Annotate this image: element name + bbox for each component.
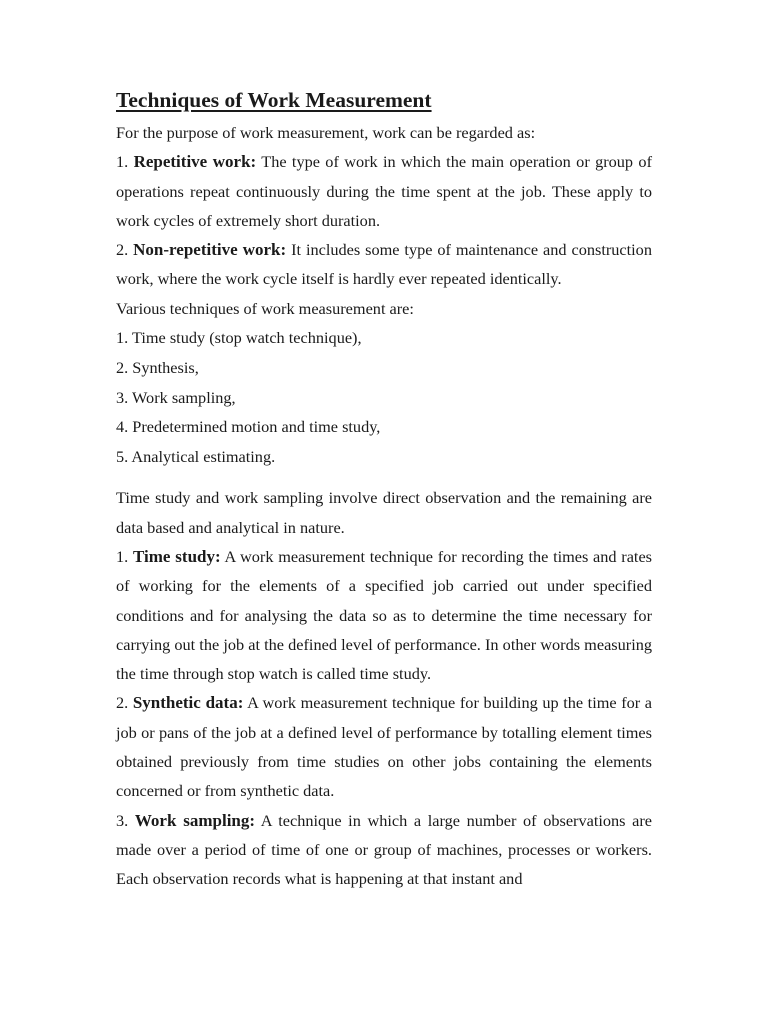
definition-term: Time study: bbox=[132, 546, 221, 566]
observation-note: Time study and work sampling involve direct observation and the remaining are data based and analytical in nature. bbox=[116, 488, 652, 537]
definition-text: A work measurement technique for building up the time for a job or pans of the job at a defined level of performance by totalling element times obtained previously from time studies on other jobs containing the elements concerned or from synthetic data. bbox=[116, 693, 653, 801]
document-title: Techniques of Work Measurement bbox=[116, 88, 432, 112]
intro-paragraph: For the purpose of work measurement, work can be regarded as: bbox=[116, 123, 536, 142]
list-item: 4. Predetermined motion and time study, bbox=[116, 417, 381, 437]
work-type-repetitive bbox=[116, 147, 652, 235]
definition-synthetic-data bbox=[116, 688, 652, 805]
techniques-list bbox=[116, 323, 652, 471]
document-page bbox=[116, 86, 652, 894]
work-type-text: The type of work in which the main operation or group of operations repeat continuously during the time spent at the job. These apply to work cycles of extremely short duration. bbox=[116, 152, 652, 230]
definition-term: Work sampling: bbox=[134, 810, 256, 830]
work-type-term: Non-repetitive work: bbox=[133, 240, 287, 260]
definition-text: A technique in which a large number of observations are made over a period of time of one or group of machines, processes or workers. Each observation records what is happening at that instant and bbox=[116, 810, 652, 889]
list-item: 5. Analytical estimating. bbox=[116, 446, 276, 466]
definition-number: 2. bbox=[116, 693, 129, 713]
definition-time-study bbox=[116, 542, 652, 688]
techniques-intro: Various techniques of work measurement are: bbox=[116, 298, 414, 318]
work-type-text: It includes some type of maintenance and construction work, where the work cycle itself is hardly ever repeated identically. bbox=[116, 240, 652, 289]
work-type-non-repetitive bbox=[116, 235, 652, 294]
work-type-term: Repetitive work: bbox=[133, 152, 257, 172]
definition-text: A work measurement technique for recording the times and rates of working for the elements of a specified job carried out under specified conditions and for analysing the data so as to determine the time necessary for carrying out the job at the defined level of performance. In other words measuring the time through stop watch is called time study. bbox=[116, 546, 653, 684]
definition-number: 3. bbox=[116, 810, 129, 830]
definition-term: Synthetic data: bbox=[132, 693, 244, 713]
work-type-number: 2. bbox=[116, 240, 129, 260]
list-item: 1. Time study (stop watch technique), bbox=[116, 328, 362, 348]
work-type-number: 1. bbox=[116, 152, 129, 172]
definition-work-sampling bbox=[116, 806, 652, 894]
list-item: 3. Work sampling, bbox=[116, 387, 236, 407]
list-item: 2. Synthesis, bbox=[116, 357, 199, 377]
definition-number: 1. bbox=[116, 546, 129, 566]
